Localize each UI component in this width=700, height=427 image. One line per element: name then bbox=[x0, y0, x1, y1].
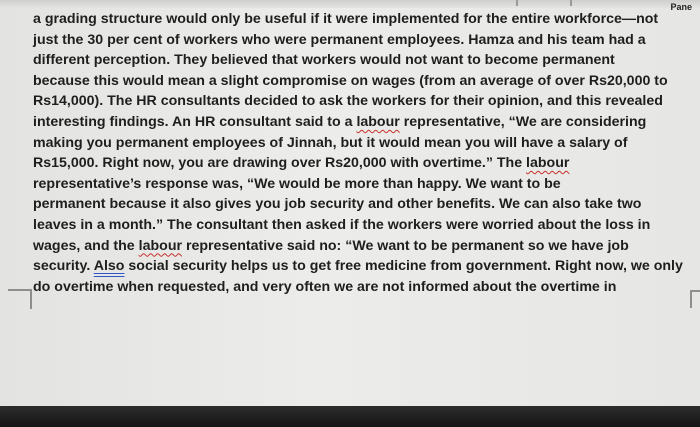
text-line: permanent because it also gives you job security and other benefits. We can also take two bbox=[33, 196, 642, 213]
top-ruler-strip bbox=[0, 0, 700, 8]
ruler-tick bbox=[516, 0, 518, 6]
text-line: a grading structure would only be useful if it were implemented for the entire workforce—not bbox=[33, 11, 659, 27]
screen-bezel bbox=[0, 406, 700, 427]
text-line: do overtime when requested, and very often we are not informed about the overtime in bbox=[33, 278, 617, 295]
ruler-tick bbox=[570, 0, 572, 6]
text-line: making you permanent employees of Jinnah, but it would mean you will have a salary of bbox=[33, 134, 628, 151]
pane-label[interactable]: Pane bbox=[670, 2, 692, 12]
text-line: just the 30 per cent of workers who were permanent employees. Hamza and his team had a bbox=[33, 31, 646, 48]
text-line: representative’s response was, “We would be more than happy. We want to be bbox=[33, 175, 561, 192]
text-line: Rs15,000. Right now, you are drawing over Rs20,000 with overtime.” The labour bbox=[33, 155, 570, 172]
spellcheck-word[interactable]: labour bbox=[356, 113, 400, 130]
margin-corner-marker bbox=[690, 290, 700, 308]
text-line: Rs14,000). The HR consultants decided to ask the workers for their opinion, and this revealed bbox=[33, 93, 663, 110]
spellcheck-word[interactable]: labour bbox=[138, 237, 183, 254]
text-line: because this would mean a slight compromise on wages (from an average of over Rs20,000 to bbox=[33, 72, 668, 89]
spellcheck-word[interactable]: labour bbox=[526, 155, 570, 172]
grammar-check-word[interactable]: Also bbox=[93, 258, 125, 275]
text-line: wages, and the labour representative said no: “We want to be permanent so we have job bbox=[33, 237, 629, 254]
text-line: leaves in a month.” The consultant then asked if the workers were worried about the loss in bbox=[33, 216, 651, 233]
text-line: security. Also social security helps us to get free medicine from government. Right now, we only bbox=[33, 258, 683, 275]
margin-corner-marker bbox=[8, 289, 32, 309]
document-body bbox=[33, 9, 693, 297]
text-line: interesting findings. An HR consultant said to a labour representative, “We are considering bbox=[33, 113, 647, 130]
text-line: different perception. They believed that workers would not want to become permanent bbox=[33, 52, 615, 69]
